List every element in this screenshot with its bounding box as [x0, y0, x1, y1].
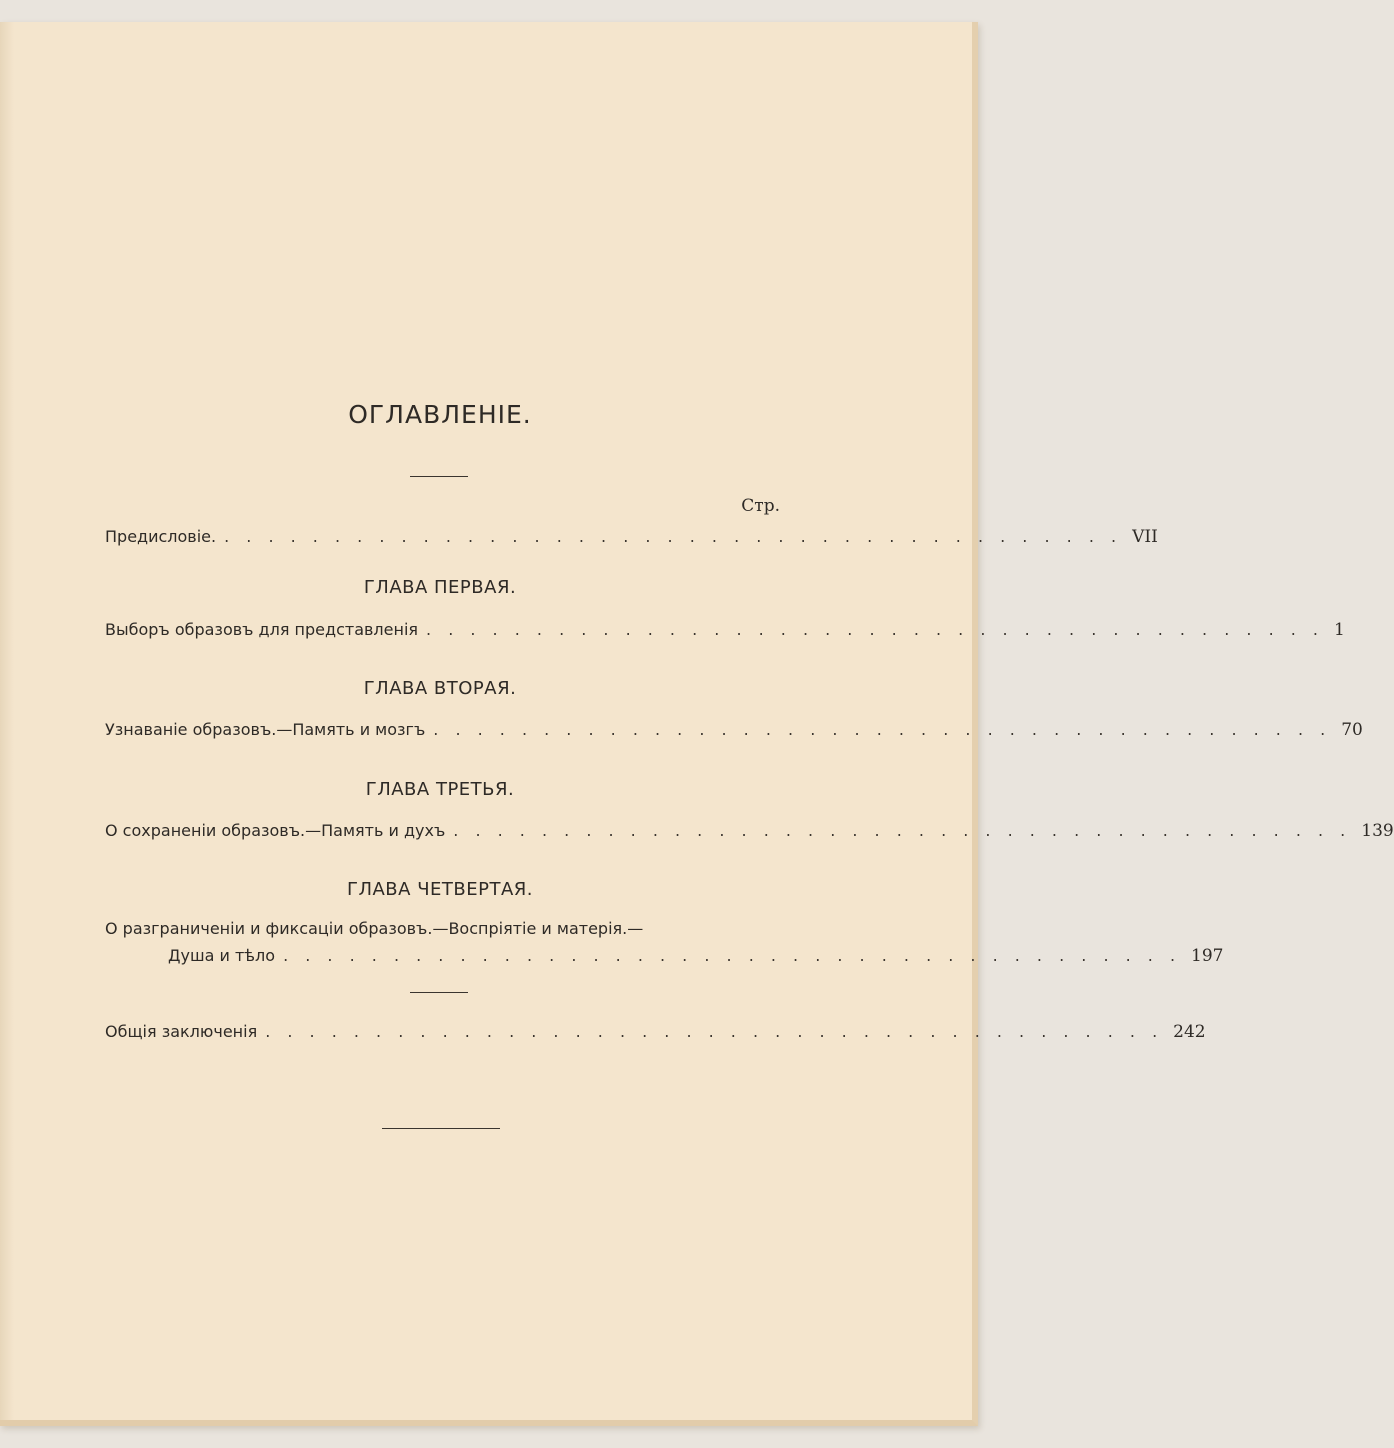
toc-entry-chapter-3	[105, 821, 1394, 841]
chapter-heading-1: ГЛАВА ПЕРВАЯ.	[363, 577, 517, 598]
end-rule	[382, 1128, 500, 1129]
toc-entry-chapter-4	[168, 946, 1224, 966]
chapter-heading-2: ГЛАВА ВТОРАЯ.	[363, 678, 517, 699]
title-rule	[410, 476, 468, 477]
toc-entry-chapter-4-line1: О разграниченіи и фиксаціи образовъ.—Воспріятіе и матерія.—	[105, 919, 644, 938]
entry-label: Узнаваніе образовъ.—Память и мозгъ	[105, 720, 426, 739]
dot-leader: . . . . . . . . . . . . . . . . . . . . . . . . . . . . . . . . . . . . . . . . .	[433, 720, 1332, 739]
entry-page-number: 242	[1173, 1022, 1206, 1042]
dot-leader: . . . . . . . . . . . . . . . . . . . . . . . . . . . . . . . . . . . . . . . . .	[426, 620, 1324, 639]
entry-page-number: 70	[1341, 720, 1363, 740]
entry-page-number: VII	[1132, 527, 1158, 547]
entry-label: Выборъ образовъ для представленія	[105, 620, 419, 639]
dot-leader: . . . . . . . . . . . . . . . . . . . . . . . . . . . . . . . . . . . . . . . . .	[265, 1022, 1164, 1041]
entry-label: Душа и тѣло	[168, 946, 276, 965]
chapter-heading-3: ГЛАВА ТРЕТЬЯ.	[365, 779, 515, 800]
toc-entry-chapter-2	[105, 720, 1363, 740]
dot-leader: . . . . . . . . . . . . . . . . . . . . . . . . . . . . . . . . . . . . . . . . .	[453, 821, 1352, 840]
entry-page-number: 1	[1334, 620, 1345, 640]
toc-entry-preface	[105, 527, 1158, 547]
page-column-label: Стр.	[741, 496, 780, 516]
entry-page-number: 139	[1361, 821, 1394, 841]
book-page	[0, 22, 1394, 1426]
section-rule	[410, 992, 468, 993]
dot-leader: . . . . . . . . . . . . . . . . . . . . . . . . . . . . . . . . . . . . . . . . .	[224, 527, 1123, 546]
page-gutter	[0, 22, 14, 1420]
entry-label: Общія заключенія	[105, 1022, 258, 1041]
entry-page-number: 197	[1191, 946, 1224, 966]
chapter-heading-4: ГЛАВА ЧЕТВЕРТАЯ.	[346, 879, 534, 900]
entry-label: О сохраненіи образовъ.—Память и духъ	[105, 821, 446, 840]
toc-title: ОГЛАВЛЕНІЕ.	[348, 400, 532, 429]
toc-entry-conclusions	[105, 1022, 1206, 1042]
dot-leader: . . . . . . . . . . . . . . . . . . . . . . . . . . . . . . . . . . . . . . . . .	[283, 946, 1182, 965]
toc-entry-chapter-1	[105, 620, 1345, 640]
entry-label: Предисловіе.	[105, 527, 217, 546]
